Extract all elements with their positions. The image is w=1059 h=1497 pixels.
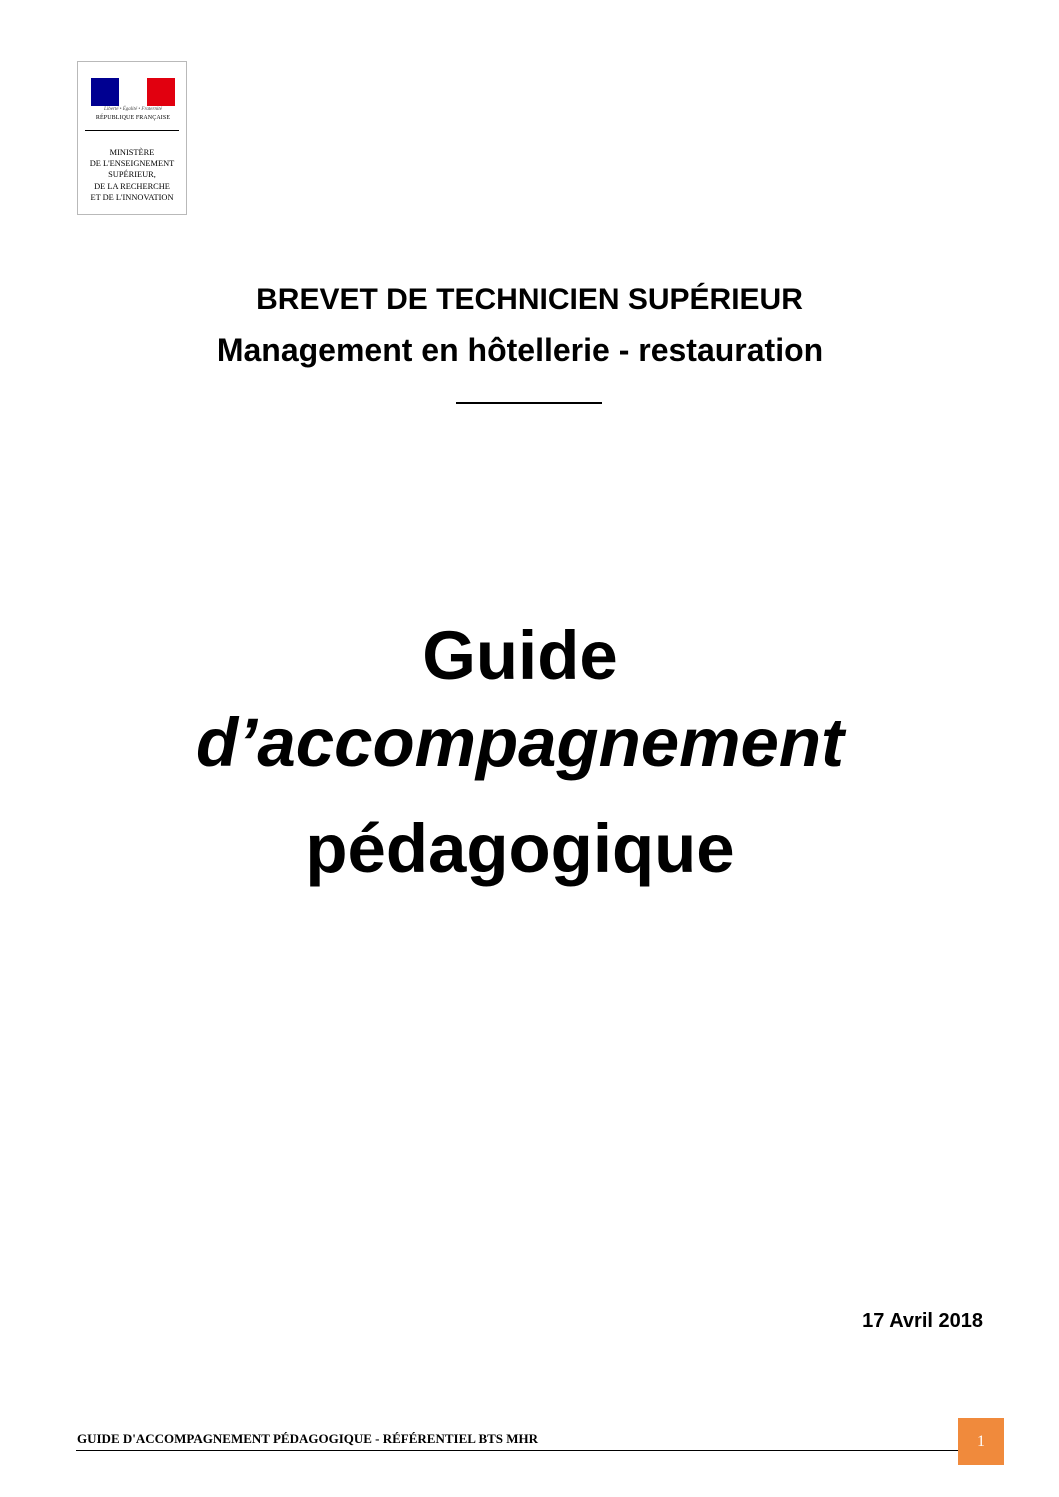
ministry-line: DE L'ENSEIGNEMENT (89, 159, 175, 169)
guide-title-line: d’accompagnement (196, 704, 844, 781)
page-number-badge: 1 (958, 1418, 1004, 1465)
footer-divider (76, 1450, 958, 1451)
guide-title-line: pédagogique (305, 810, 735, 887)
flag-blue-band (91, 78, 119, 106)
flag-white-band (119, 78, 147, 106)
ministry-name (78, 147, 186, 203)
diploma-subtitle: Management en hôtellerie - restauration (216, 332, 824, 368)
footer-title: GUIDE D'ACCOMPAGNEMENT PÉDAGOGIQUE - RÉFÉRENTIEL BTS MHR (77, 1431, 539, 1446)
french-flag-icon (91, 78, 175, 106)
document-date: 17 Avril 2018 (862, 1310, 983, 1332)
ministry-line: MINISTÈRE (109, 148, 155, 157)
ministry-line: ET DE L'INNOVATION (90, 192, 174, 202)
ministry-logo (77, 61, 187, 215)
guide-title-line: Guide (422, 617, 618, 694)
republic-name: RÉPUBLIQUE FRANÇAISE (95, 115, 171, 121)
title-separator (456, 402, 602, 404)
republic-motto: Liberté • Égalité • Fraternité (104, 107, 162, 112)
ministry-line: SUPÉRIEUR, (108, 170, 156, 180)
flag-red-band (147, 78, 175, 106)
logo-divider (85, 130, 179, 131)
diploma-title: BREVET DE TECHNICIEN SUPÉRIEUR (256, 283, 803, 316)
ministry-line: DE LA RECHERCHE (94, 181, 170, 191)
